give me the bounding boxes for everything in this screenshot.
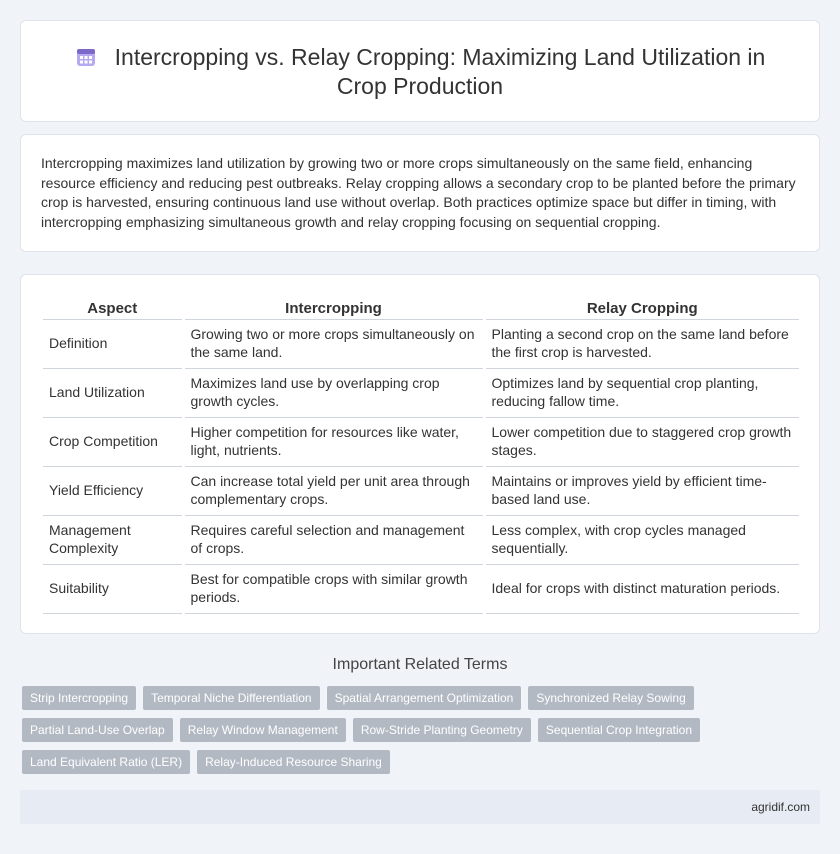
relay-cropping-cell: Ideal for crops with distinct maturation periods. [484, 564, 799, 613]
intro-card [20, 134, 820, 252]
table-header-row [43, 295, 799, 319]
aspect-cell: Suitability [43, 564, 183, 613]
related-term-tag[interactable]: Partial Land-Use Overlap [22, 718, 173, 742]
relay-cropping-cell: Maintains or improves yield by efficient time-based land use. [484, 466, 799, 515]
table-row [43, 368, 799, 417]
intercropping-cell: Can increase total yield per unit area through complementary crops. [183, 466, 484, 515]
aspect-cell: Management Complexity [43, 515, 183, 564]
intercropping-cell: Maximizes land use by overlapping crop growth cycles. [183, 368, 484, 417]
relay-cropping-cell: Planting a second crop on the same land before the first crop is harvested. [484, 319, 799, 368]
relay-cropping-cell: Less complex, with crop cycles managed sequentially. [484, 515, 799, 564]
aspect-cell: Crop Competition [43, 417, 183, 466]
aspect-cell: Yield Efficiency [43, 466, 183, 515]
tag-row [22, 686, 712, 710]
comparison-table [43, 295, 799, 614]
intercropping-cell: Requires careful selection and management of crops. [183, 515, 484, 564]
related-term-tag[interactable]: Relay Window Management [180, 718, 346, 742]
header-intercropping: Intercropping [183, 295, 484, 319]
related-terms-title: Important Related Terms [332, 656, 508, 673]
header-card [20, 20, 820, 122]
calendar-grid-icon [75, 46, 97, 68]
footer [20, 790, 820, 824]
relay-cropping-cell: Lower competition due to staggered crop growth stages. [484, 417, 799, 466]
intercropping-cell: Growing two or more crops simultaneously on the same land. [183, 319, 484, 368]
table-row [43, 564, 799, 613]
related-term-tag[interactable]: Sequential Crop Integration [538, 718, 700, 742]
related-term-tag[interactable]: Row-Stride Planting Geometry [353, 718, 531, 742]
tag-row [22, 718, 712, 742]
page-title-row [21, 43, 819, 101]
related-term-tag[interactable]: Strip Intercropping [22, 686, 136, 710]
table-row [43, 466, 799, 515]
related-terms-tags [22, 686, 712, 782]
intro-paragraph: Intercropping maximizes land utilization by growing two or more crops simultaneously on the same field, enhancing resource efficiency and reducing pest outbreaks. Relay cropping allows a secondary crop to be planted before the primary crop is harvested, ensuring continuous land use without overlap. Both practices optimize space but differ in timing, with intercropping emphasizing simultaneous growth and relay cropping focusing on sequential cropping. [41, 155, 796, 230]
aspect-cell: Land Utilization [43, 368, 183, 417]
tag-row [22, 750, 712, 774]
page-title: Intercropping vs. Relay Cropping: Maximizing Land Utilization in Crop Production [114, 44, 766, 99]
related-term-tag[interactable]: Temporal Niche Differentiation [143, 686, 320, 710]
header-aspect: Aspect [43, 295, 183, 319]
table-row [43, 515, 799, 564]
related-term-tag[interactable]: Synchronized Relay Sowing [528, 686, 693, 710]
table-row [43, 417, 799, 466]
related-term-tag[interactable]: Spatial Arrangement Optimization [327, 686, 522, 710]
footer-site-link[interactable]: agridif.com [751, 800, 810, 814]
intercropping-cell: Higher competition for resources like water, light, nutrients. [183, 417, 484, 466]
header-relay-cropping: Relay Cropping [484, 295, 799, 319]
related-term-tag[interactable]: Relay-Induced Resource Sharing [197, 750, 390, 774]
table-row [43, 319, 799, 368]
comparison-card [20, 274, 820, 634]
related-term-tag[interactable]: Land Equivalent Ratio (LER) [22, 750, 190, 774]
aspect-cell: Definition [43, 319, 183, 368]
relay-cropping-cell: Optimizes land by sequential crop planting, reducing fallow time. [484, 368, 799, 417]
intercropping-cell: Best for compatible crops with similar growth periods. [183, 564, 484, 613]
